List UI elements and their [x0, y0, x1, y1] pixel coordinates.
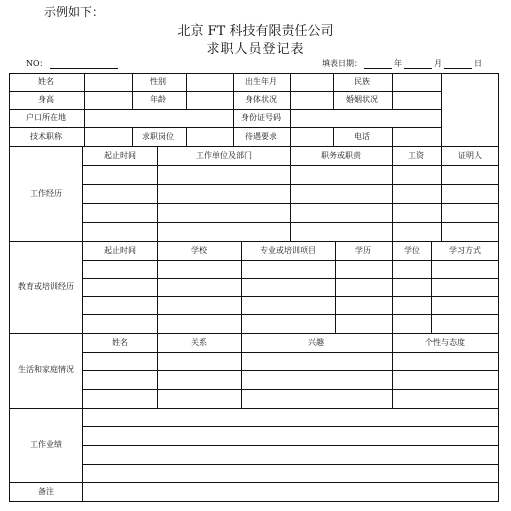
section-work: 工作经历 [30, 189, 62, 198]
label-id-number: 身份证号码 [241, 113, 281, 122]
work-header-salary: 工资 [408, 151, 424, 160]
month-label: 月 [434, 59, 442, 68]
work-header-reference: 证明人 [458, 151, 482, 160]
work-header-employer: 工作单位及部门 [196, 151, 252, 160]
work-header-period: 起止时间 [104, 151, 136, 160]
day-label: 日 [474, 59, 482, 68]
edu-header-degree: 学位 [404, 246, 420, 255]
section-performance: 工作业绩 [30, 440, 62, 449]
fill-date-label: 填表日期： [322, 59, 362, 68]
label-title: 技术职称 [30, 132, 62, 141]
label-age: 年龄 [150, 95, 166, 104]
family-header-relation: 关系 [191, 338, 207, 347]
work-header-duty: 职务或职责 [321, 151, 361, 160]
label-gender: 性别 [150, 77, 166, 86]
label-hukou: 户口所在地 [26, 113, 66, 122]
form-number-label: NO： [26, 59, 48, 68]
label-salary: 待遇要求 [245, 132, 277, 141]
label-health: 身体状况 [245, 95, 277, 104]
section-education: 教育或培训经历 [18, 282, 74, 291]
edu-header-period: 起止时间 [104, 246, 136, 255]
label-phone: 电话 [354, 132, 370, 141]
label-birth: 出生年月 [245, 77, 277, 86]
edu-header-major: 专业或培训项目 [260, 246, 316, 255]
intro-text: 示例如下： [44, 5, 105, 19]
edu-header-degree-level: 学历 [355, 246, 371, 255]
label-position: 求职岗位 [142, 132, 174, 141]
year-label: 年 [394, 59, 402, 68]
edu-header-school: 学校 [191, 246, 207, 255]
section-remarks: 备注 [38, 487, 54, 496]
label-marital: 婚姻状况 [346, 95, 378, 104]
label-ethnicity: 民族 [354, 77, 370, 86]
family-header-personality: 个性与态度 [425, 338, 465, 347]
section-family: 生活和家庭情况 [18, 365, 74, 374]
family-header-interest: 兴趣 [308, 338, 324, 347]
label-name: 姓名 [38, 77, 54, 86]
family-header-name: 姓名 [112, 338, 128, 347]
edu-header-study-mode: 学习方式 [449, 246, 481, 255]
label-height: 身高 [38, 95, 54, 104]
company-title: 北京 FT 科技有限责任公司 [177, 24, 334, 39]
form-title: 求职人员登记表 [206, 42, 305, 57]
